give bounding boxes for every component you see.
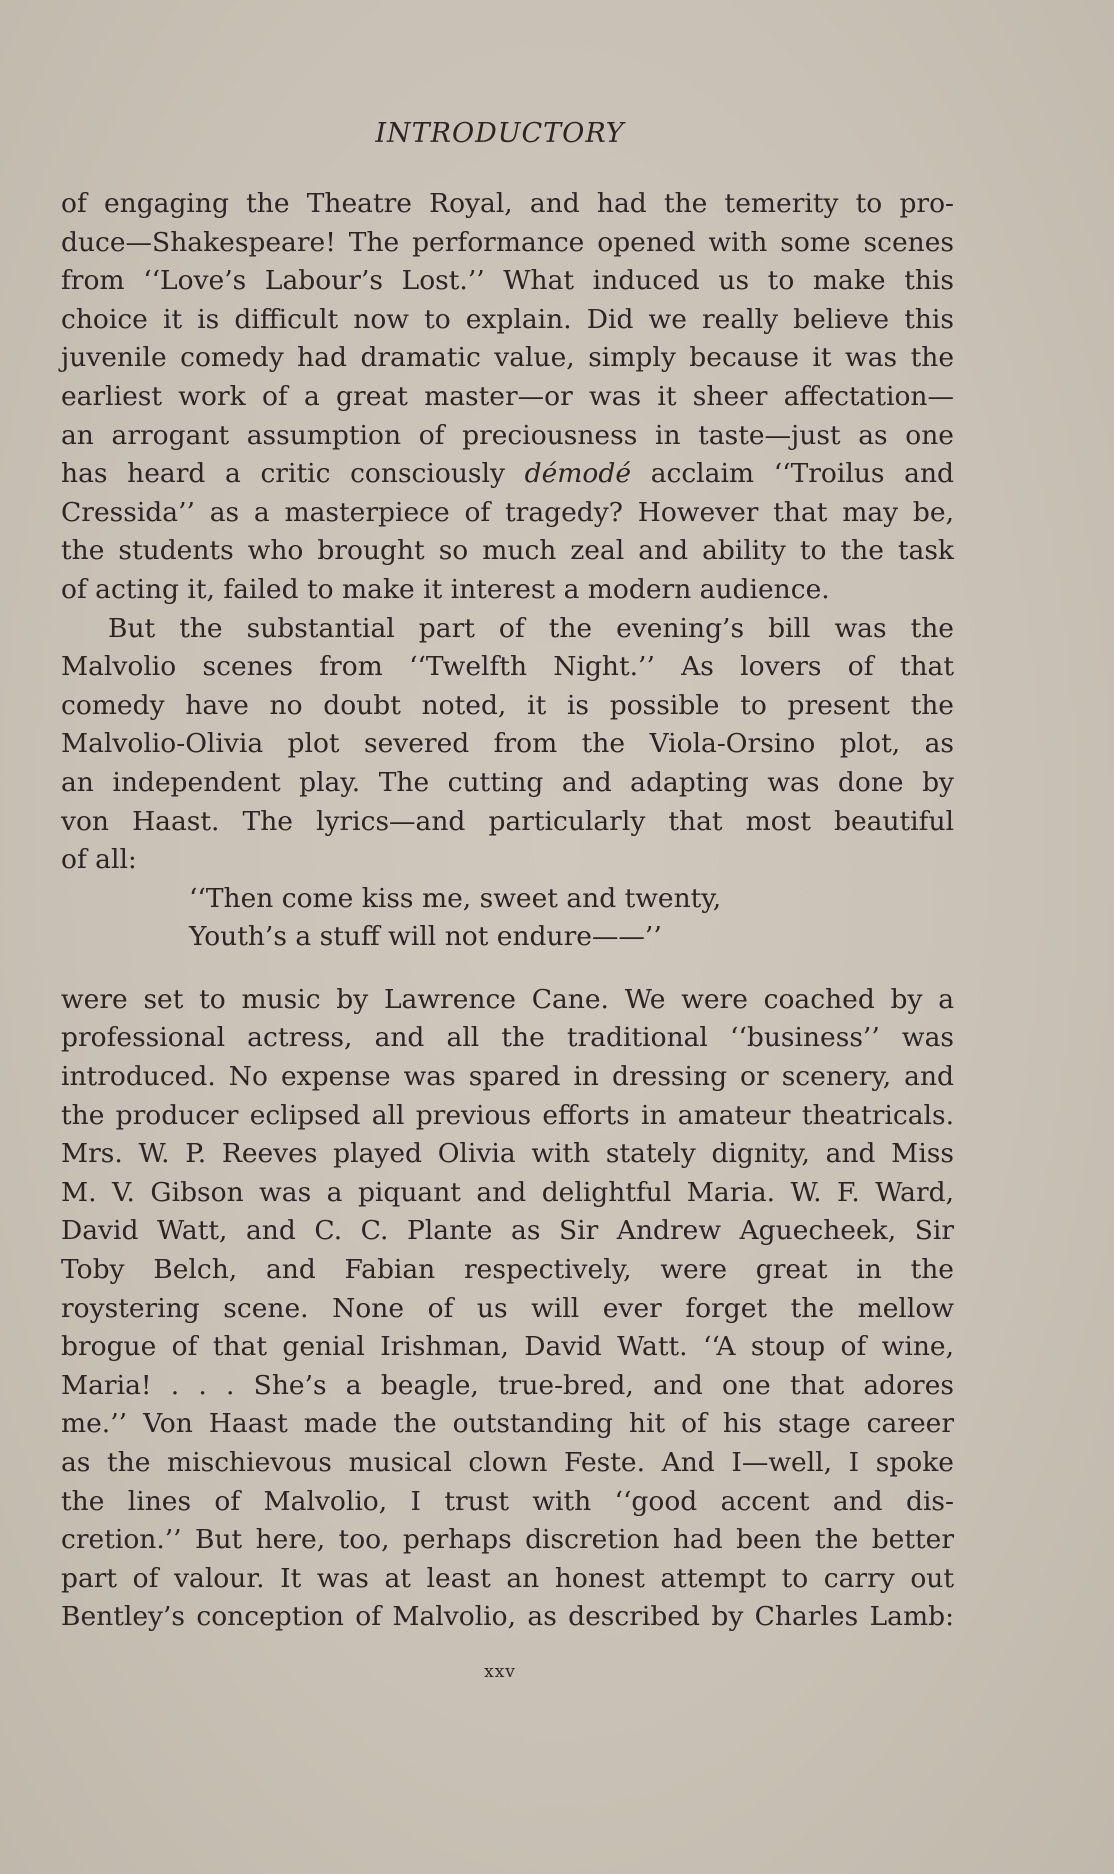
text-line: von Haast. The lyrics—and particularly that most beautiful bbox=[61, 805, 954, 837]
text-line: of all: bbox=[61, 844, 137, 876]
text-line: choice it is difficult now to explain. Did we really believe this bbox=[61, 303, 954, 335]
text-line: an arrogant assumption of preciousness in taste—just as one bbox=[61, 419, 954, 451]
text-line: were set to music by Lawrence Cane. We were coached by a bbox=[61, 983, 954, 1015]
running-header: INTRODUCTORY bbox=[375, 118, 625, 149]
text-line: Bentley’s conception of Malvolio, as described by Charles Lamb: bbox=[61, 1601, 954, 1633]
paragraph-1 bbox=[61, 185, 954, 610]
text-line: M. V. Gibson was a piquant and delightful Maria. W. F. Ward, bbox=[61, 1176, 954, 1208]
text-line: Malvolio scenes from ‘‘Twelfth Night.’’ As lovers of that bbox=[61, 651, 954, 683]
paragraph-3 bbox=[61, 981, 954, 1637]
text-line: me.’’ Von Haast made the outstanding hit of his stage career bbox=[61, 1408, 954, 1440]
verse-line: ‘‘Then come kiss me, sweet and twenty, bbox=[189, 882, 722, 914]
paragraph-2 bbox=[61, 610, 954, 880]
text-line bbox=[61, 455, 954, 494]
text-line: as the mischievous musical clown Feste. And I—well, I spoke bbox=[61, 1447, 954, 1478]
text-line: Toby Belch, and Fabian respectively, were great in the bbox=[61, 1254, 954, 1286]
text-line: comedy have no doubt noted, it is possible to present the bbox=[61, 689, 954, 721]
text-line: But the substantial part of the evening’s bill was the bbox=[108, 612, 954, 644]
text-line: cretion.’’ But here, too, perhaps discretion had been the better bbox=[61, 1524, 954, 1556]
italic-word: démodé bbox=[524, 458, 632, 490]
text-line: earliest work of a great master—or was it sheer affectation— bbox=[61, 380, 954, 412]
text-line: roystering scene. None of us will ever forget the mellow bbox=[61, 1292, 954, 1324]
page-number: xxv bbox=[484, 1662, 516, 1682]
text-line: Mrs. W. P. Reeves played Olivia with stately dignity, and Miss bbox=[61, 1138, 954, 1170]
text-line: part of valour. It was at least an honest attempt to carry out bbox=[61, 1562, 954, 1594]
text-line: an independent play. The cutting and adapting was done by bbox=[61, 766, 954, 798]
text-line: introduced. No expense was spared in dressing or scenery, and bbox=[61, 1061, 954, 1093]
text-line: David Watt, and C. C. Plante as Sir Andrew Aguecheek, Sir bbox=[61, 1215, 954, 1247]
text-line: Malvolio-Olivia plot severed from the Viola-Orsino plot, as bbox=[61, 728, 954, 760]
verse-quote bbox=[61, 880, 954, 957]
text-line: the producer eclipsed all previous efforts in amateur theatricals. bbox=[61, 1099, 954, 1131]
text-line: the lines of Malvolio, I trust with ‘‘good accent and dis- bbox=[61, 1485, 954, 1517]
text-line: juvenile comedy had dramatic value, simply because it was the bbox=[61, 342, 954, 374]
text-line: of acting it, failed to make it interest a modern audience. bbox=[61, 573, 830, 605]
text-line: professional actress, and all the traditional ‘‘business’’ was bbox=[61, 1022, 954, 1054]
text-run: has heard a critic consciously bbox=[61, 458, 525, 490]
text-line: duce—Shakespeare! The performance opened with some scenes bbox=[61, 226, 954, 258]
text-line: Cressida’’ as a masterpiece of tragedy? However that may be, bbox=[61, 496, 954, 528]
text-line: from ‘‘Love’s Labour’s Lost.’’ What induced us to make this bbox=[61, 265, 954, 297]
text-line: brogue of that genial Irishman, David Watt. ‘‘A stoup of wine, bbox=[61, 1331, 954, 1363]
text-run: acclaim ‘‘Troilus and bbox=[631, 458, 954, 490]
spacer bbox=[61, 957, 954, 981]
text-line: of engaging the Theatre Royal, and had the temerity to pro- bbox=[61, 188, 954, 219]
text-line: the students who brought so much zeal and ability to the task bbox=[61, 535, 954, 567]
text-line: Maria! . . . She’s a beagle, true-bred, and one that adores bbox=[61, 1369, 954, 1401]
body-text bbox=[61, 185, 954, 1637]
verse-line: Youth’s a stuff will not endure——’’ bbox=[189, 921, 662, 953]
